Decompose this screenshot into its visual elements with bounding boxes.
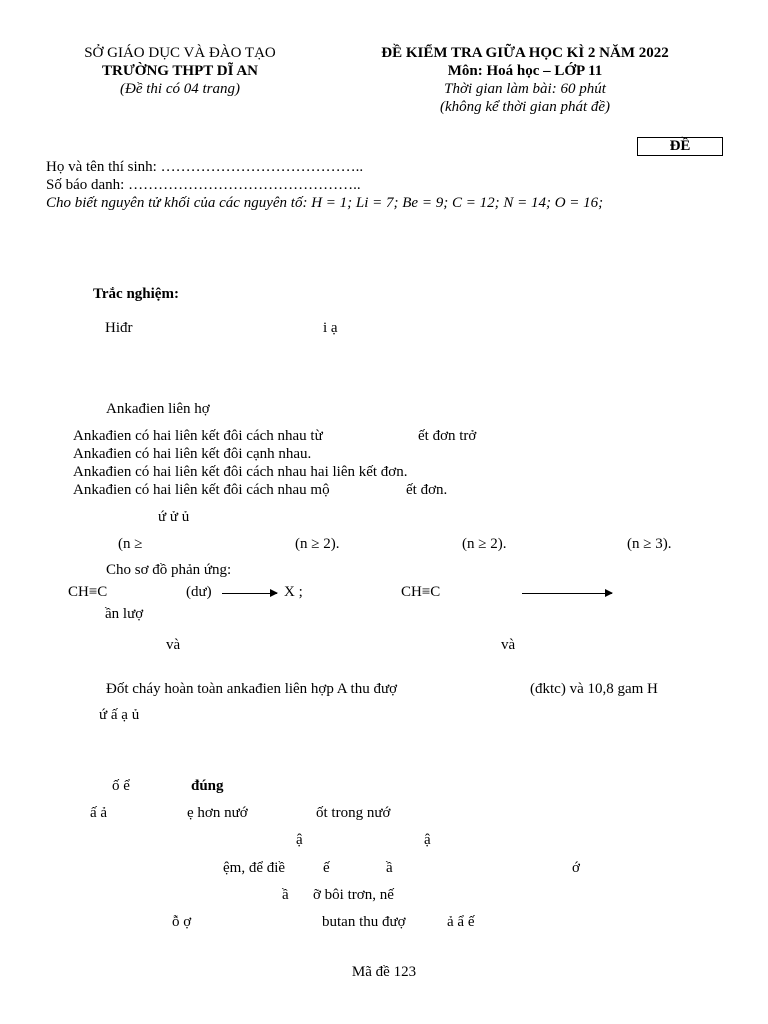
q4-reaction-1-product: X ; bbox=[284, 584, 303, 600]
q6-option-e-3: ả ẩ ế bbox=[447, 914, 475, 930]
q6-option-e-2: butan thu đượ bbox=[322, 914, 406, 930]
q2-stem: Ankađien liên hợ bbox=[106, 401, 210, 417]
student-id-line: Số báo danh: ……………………………………….. bbox=[46, 177, 361, 193]
department-name: SỞ GIÁO DỤC VÀ ĐÀO TẠO bbox=[84, 45, 276, 61]
exam-time-note: (không kể thời gian phát đề) bbox=[439, 99, 611, 115]
q1-fragment-a: Hiđr bbox=[105, 320, 133, 336]
q6-stem: ố ể bbox=[112, 778, 130, 794]
q6-option-a-1: ấ ả bbox=[90, 805, 108, 821]
q5-stem-end: (đktc) và 10,8 gam H bbox=[530, 681, 658, 697]
q3-option-2: (n ≥ 2). bbox=[295, 536, 340, 552]
q4-lan-luot: ần lượ bbox=[105, 606, 144, 622]
q6-option-a-3: ốt trong nướ bbox=[316, 805, 391, 821]
q6-option-b-2: ậ bbox=[424, 832, 431, 848]
exam-subject: Môn: Hoá học – LỚP 11 bbox=[447, 63, 603, 79]
q6-option-b-1: ậ bbox=[296, 832, 303, 848]
q6-option-d-1: ầ bbox=[282, 887, 289, 903]
q6-option-c-1: ệm, để điề bbox=[223, 860, 286, 876]
exam-title: ĐỀ KIỂM TRA GIỮA HỌC KÌ 2 NĂM 2022 bbox=[381, 45, 669, 61]
reaction-arrow-1 bbox=[222, 593, 277, 594]
q1-fragment-b: i ạ bbox=[323, 320, 338, 336]
q4-reaction-2-reactant: CH≡C bbox=[401, 584, 441, 600]
q2-option-2: Ankađien có hai liên kết đôi cạnh nhau. bbox=[73, 446, 312, 462]
reaction-arrow-2 bbox=[522, 593, 612, 594]
q2-option-1-end: ết đơn trở bbox=[418, 428, 477, 444]
q6-option-d-2: ỡ bôi trơn, nế bbox=[313, 887, 394, 903]
q4-stem: Cho sơ đồ phản ứng: bbox=[106, 562, 232, 578]
q2-option-4-end: ết đơn. bbox=[406, 482, 448, 498]
pages-note: (Đề thi có 04 trang) bbox=[120, 81, 240, 97]
student-name-line: Họ và tên thí sinh: ………………………………….. bbox=[46, 159, 364, 175]
q2-option-4: Ankađien có hai liên kết đôi cách nhau mộ bbox=[73, 482, 330, 498]
section-title: Trắc nghiệm: bbox=[93, 286, 179, 302]
q4-reaction-1-condition: (dư) bbox=[186, 584, 212, 600]
q3-option-1: (n ≥ bbox=[118, 536, 143, 552]
school-name: TRƯỜNG THPT DĨ AN bbox=[102, 63, 258, 79]
q4-and-1: và bbox=[166, 637, 181, 653]
q6-option-c-2: ế bbox=[323, 860, 330, 876]
q3-option-3: (n ≥ 2). bbox=[462, 536, 507, 552]
exam-time: Thời gian làm bài: 60 phút bbox=[444, 81, 606, 97]
q6-option-e-1: ỗ ợ bbox=[172, 914, 192, 930]
exam-code-box: ĐỀ bbox=[637, 137, 723, 156]
atomic-masses-line: Cho biết nguyên tử khối của các nguyên tố: H = 1; Li = 7; Be = 9; C = 12; N = 14; O = 16; bbox=[46, 195, 604, 211]
q2-option-3: Ankađien có hai liên kết đôi cách nhau hai liên kết đơn. bbox=[73, 464, 408, 480]
q6-option-a-2: ẹ hơn nướ bbox=[187, 805, 248, 821]
exam-code-footer: Mã đề 123 bbox=[351, 964, 417, 980]
q6-stem-bold: đúng bbox=[191, 778, 224, 794]
q5-stem: Đốt cháy hoàn toàn ankađien liên hợp A thu đượ bbox=[106, 681, 398, 697]
q6-option-c-4: ớ bbox=[572, 860, 580, 876]
q3-stem: ứ ử ủ bbox=[158, 509, 190, 525]
q4-and-2: và bbox=[501, 637, 516, 653]
q5-line-2: ứ ấ ạ ủ bbox=[99, 707, 140, 723]
q4-reaction-1-reactant: CH≡C bbox=[68, 584, 108, 600]
q2-option-1: Ankađien có hai liên kết đôi cách nhau từ bbox=[73, 428, 323, 444]
q6-option-c-3: ầ bbox=[386, 860, 393, 876]
q3-option-4: (n ≥ 3). bbox=[627, 536, 672, 552]
